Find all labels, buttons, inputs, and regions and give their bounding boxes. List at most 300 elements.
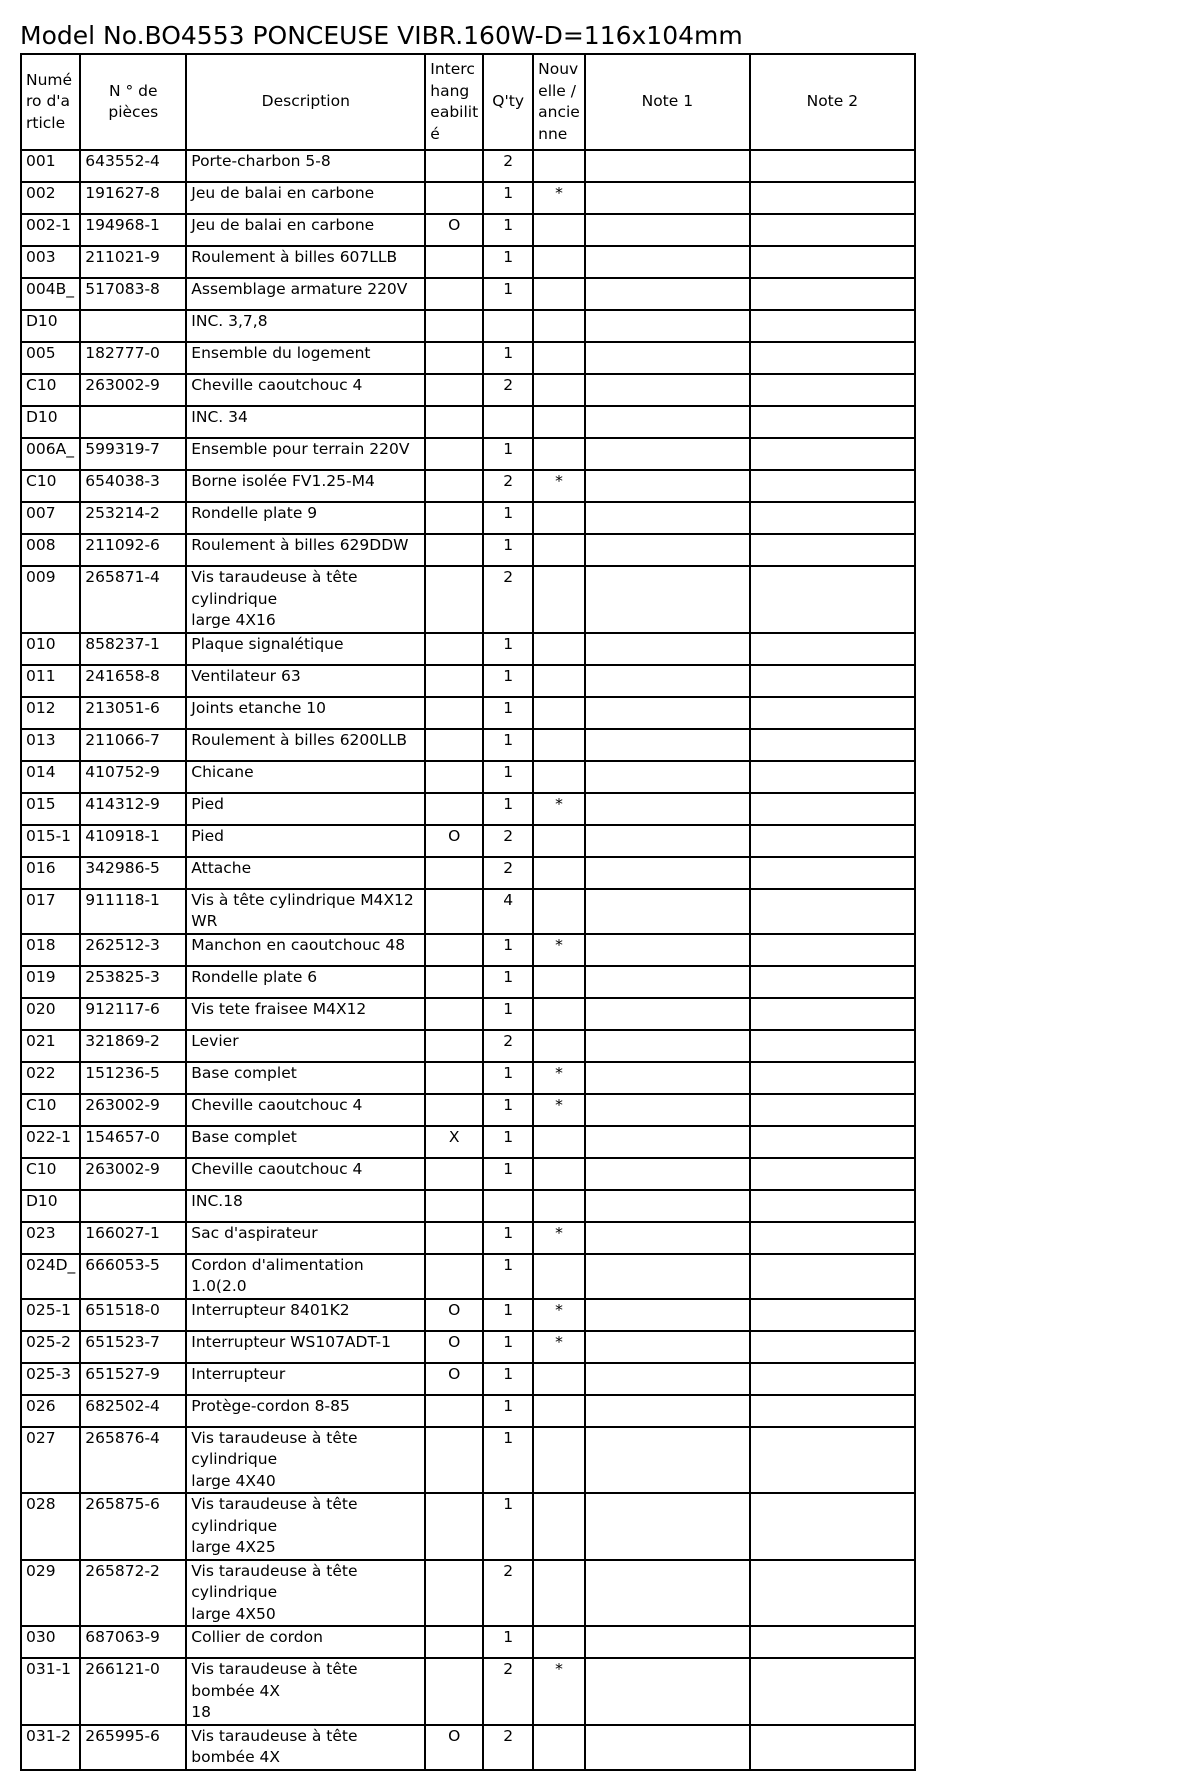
cell-interchangeability: O [425,1331,483,1363]
cell-description: Interrupteur [186,1363,425,1395]
cell-article-number: 022-1 [21,1126,80,1158]
cell-article-number: 004B_ [21,278,80,310]
cell-description: Pied [186,825,425,857]
cell-description: Jeu de balai en carbone [186,182,425,214]
cell-note-1 [585,1030,750,1062]
cell-note-2 [750,214,915,246]
cell-part-number: 191627-8 [80,182,186,214]
cell-new-old [533,1363,585,1395]
cell-part-number: 682502-4 [80,1395,186,1427]
cell-quantity: 1 [483,1493,533,1560]
cell-description: Manchon en caoutchouc 48 [186,934,425,966]
cell-interchangeability [425,1094,483,1126]
cell-new-old [533,246,585,278]
table-row [21,470,915,502]
cell-note-1 [585,793,750,825]
table-row [21,633,915,665]
cell-article-number: 006A_ [21,438,80,470]
cell-note-2 [750,934,915,966]
cell-new-old [533,502,585,534]
cell-interchangeability [425,1427,483,1494]
cell-new-old [533,534,585,566]
cell-interchangeability [425,1158,483,1190]
cell-interchangeability [425,1030,483,1062]
cell-description: Vis taraudeuse à tête bombée 4X 18 [186,1658,425,1725]
cell-part-number: 253214-2 [80,502,186,534]
cell-description: Ventilateur 63 [186,665,425,697]
cell-part-number: 266121-0 [80,1658,186,1725]
table-row [21,246,915,278]
table-row [21,342,915,374]
cell-interchangeability [425,502,483,534]
cell-new-old [533,857,585,889]
cell-quantity: 1 [483,1427,533,1494]
cell-article-number: 030 [21,1626,80,1658]
cell-article-number: 025-2 [21,1331,80,1363]
cell-note-1 [585,697,750,729]
cell-part-number: 253825-3 [80,966,186,998]
table-row [21,1626,915,1658]
cell-note-2 [750,150,915,182]
cell-note-2 [750,857,915,889]
cell-part-number: 263002-9 [80,1094,186,1126]
cell-description: Levier [186,1030,425,1062]
cell-part-number: 858237-1 [80,633,186,665]
cell-part-number: 321869-2 [80,1030,186,1062]
cell-note-1 [585,1658,750,1725]
header-interchangeability: Interc hang eabilit é [425,54,483,150]
table-row [21,1222,915,1254]
cell-note-2 [750,889,915,934]
cell-note-2 [750,310,915,342]
cell-part-number: 211092-6 [80,534,186,566]
cell-description: Ensemble pour terrain 220V [186,438,425,470]
cell-note-1 [585,1222,750,1254]
cell-part-number: 912117-6 [80,998,186,1030]
cell-new-old [533,889,585,934]
cell-description: Attache [186,857,425,889]
cell-part-number: 263002-9 [80,374,186,406]
cell-note-2 [750,1094,915,1126]
cell-description: Vis taraudeuse à tête cylindrique large 4X16 [186,566,425,633]
cell-note-1 [585,825,750,857]
table-row [21,1658,915,1725]
cell-new-old [533,342,585,374]
cell-note-2 [750,342,915,374]
cell-new-old [533,1030,585,1062]
cell-part-number: 599319-7 [80,438,186,470]
cell-new-old [533,1126,585,1158]
parts-table [20,53,916,1771]
cell-description: Sac d'aspirateur [186,1222,425,1254]
cell-quantity: 1 [483,1222,533,1254]
table-row [21,1094,915,1126]
table-row [21,665,915,697]
cell-new-old [533,633,585,665]
cell-note-1 [585,406,750,438]
cell-new-old [533,1254,585,1299]
cell-part-number: 651527-9 [80,1363,186,1395]
cell-new-old: * [533,470,585,502]
cell-new-old [533,278,585,310]
cell-article-number: 015-1 [21,825,80,857]
cell-description: Cheville caoutchouc 4 [186,1158,425,1190]
cell-interchangeability [425,342,483,374]
cell-note-2 [750,1658,915,1725]
cell-article-number: 015 [21,793,80,825]
cell-new-old [533,150,585,182]
cell-note-2 [750,1560,915,1627]
cell-new-old: * [533,1222,585,1254]
cell-note-1 [585,1427,750,1494]
cell-description: Vis taraudeuse à tête cylindrique large 4X25 [186,1493,425,1560]
cell-quantity: 1 [483,793,533,825]
cell-note-2 [750,1626,915,1658]
cell-article-number: 025-3 [21,1363,80,1395]
cell-note-1 [585,665,750,697]
cell-quantity: 1 [483,665,533,697]
cell-interchangeability [425,566,483,633]
cell-note-2 [750,1158,915,1190]
cell-quantity: 2 [483,374,533,406]
cell-new-old [533,374,585,406]
cell-new-old: * [533,1658,585,1725]
cell-part-number: 265995-6 [80,1725,186,1770]
cell-new-old [533,665,585,697]
cell-new-old [533,1190,585,1222]
cell-article-number: 022 [21,1062,80,1094]
cell-interchangeability: X [425,1126,483,1158]
cell-new-old: * [533,1331,585,1363]
cell-article-number: 012 [21,697,80,729]
cell-note-1 [585,246,750,278]
cell-interchangeability [425,1493,483,1560]
cell-note-2 [750,438,915,470]
cell-part-number: 265872-2 [80,1560,186,1627]
cell-part-number: 410918-1 [80,825,186,857]
cell-article-number: 005 [21,342,80,374]
header-part-number: N ° de pièces [80,54,186,150]
cell-article-number: D10 [21,406,80,438]
cell-interchangeability [425,729,483,761]
cell-article-number: 003 [21,246,80,278]
cell-interchangeability [425,150,483,182]
cell-part-number: 911118-1 [80,889,186,934]
cell-description: Roulement à billes 6200LLB [186,729,425,761]
table-row [21,214,915,246]
table-row [21,1062,915,1094]
cell-note-2 [750,761,915,793]
cell-article-number: 009 [21,566,80,633]
cell-article-number: 027 [21,1427,80,1494]
cell-part-number [80,310,186,342]
cell-note-2 [750,246,915,278]
cell-description: Interrupteur 8401K2 [186,1299,425,1331]
table-row [21,278,915,310]
cell-quantity: 1 [483,1094,533,1126]
cell-quantity: 2 [483,1030,533,1062]
cell-quantity: 1 [483,761,533,793]
cell-article-number: D10 [21,310,80,342]
cell-new-old [533,761,585,793]
table-row [21,857,915,889]
cell-quantity: 2 [483,1560,533,1627]
table-row [21,1395,915,1427]
cell-note-1 [585,1062,750,1094]
cell-description: Collier de cordon [186,1626,425,1658]
cell-part-number: 166027-1 [80,1222,186,1254]
cell-new-old [533,697,585,729]
cell-note-1 [585,998,750,1030]
cell-quantity [483,310,533,342]
cell-article-number: 014 [21,761,80,793]
cell-new-old: * [533,1062,585,1094]
cell-quantity [483,406,533,438]
cell-note-2 [750,697,915,729]
cell-description: Roulement à billes 629DDW [186,534,425,566]
table-row [21,793,915,825]
cell-article-number: 007 [21,502,80,534]
table-row [21,1363,915,1395]
cell-quantity [483,1190,533,1222]
cell-note-1 [585,1363,750,1395]
cell-note-1 [585,1626,750,1658]
cell-quantity: 1 [483,1331,533,1363]
cell-note-1 [585,857,750,889]
cell-interchangeability [425,633,483,665]
cell-interchangeability [425,1062,483,1094]
header-note-1: Note 1 [585,54,750,150]
cell-part-number: 414312-9 [80,793,186,825]
cell-quantity: 2 [483,566,533,633]
cell-part-number [80,406,186,438]
cell-new-old [533,966,585,998]
cell-note-1 [585,1725,750,1770]
table-row [21,1331,915,1363]
cell-part-number: 151236-5 [80,1062,186,1094]
cell-description: Base complet [186,1126,425,1158]
cell-quantity: 1 [483,1299,533,1331]
cell-new-old [533,1626,585,1658]
cell-interchangeability [425,374,483,406]
cell-quantity: 2 [483,470,533,502]
table-row [21,998,915,1030]
cell-note-1 [585,889,750,934]
cell-quantity: 1 [483,1254,533,1299]
cell-article-number: 002-1 [21,214,80,246]
cell-part-number: 154657-0 [80,1126,186,1158]
table-row [21,697,915,729]
table-row [21,1560,915,1627]
cell-note-2 [750,502,915,534]
cell-note-2 [750,1030,915,1062]
cell-note-1 [585,633,750,665]
cell-quantity: 2 [483,1725,533,1770]
cell-description: Cheville caoutchouc 4 [186,1094,425,1126]
cell-interchangeability [425,1254,483,1299]
cell-new-old: * [533,182,585,214]
cell-part-number: 265876-4 [80,1427,186,1494]
cell-note-2 [750,182,915,214]
cell-quantity: 1 [483,966,533,998]
cell-article-number: 021 [21,1030,80,1062]
cell-new-old [533,438,585,470]
table-row [21,438,915,470]
table-row [21,1126,915,1158]
cell-note-2 [750,966,915,998]
cell-new-old [533,729,585,761]
cell-new-old [533,1725,585,1770]
cell-note-2 [750,1725,915,1770]
cell-article-number: C10 [21,374,80,406]
cell-article-number: 029 [21,1560,80,1627]
cell-part-number: 666053-5 [80,1254,186,1299]
cell-description: Vis taraudeuse à tête bombée 4X [186,1725,425,1770]
cell-new-old: * [533,934,585,966]
cell-interchangeability [425,934,483,966]
table-row [21,502,915,534]
cell-article-number: 018 [21,934,80,966]
table-row [21,150,915,182]
cell-new-old [533,998,585,1030]
cell-article-number: 008 [21,534,80,566]
cell-note-2 [750,406,915,438]
cell-article-number: 011 [21,665,80,697]
cell-article-number: 016 [21,857,80,889]
cell-interchangeability: O [425,1363,483,1395]
cell-note-2 [750,1331,915,1363]
cell-note-2 [750,1395,915,1427]
table-row [21,1158,915,1190]
cell-description: Vis à tête cylindrique M4X12 WR [186,889,425,934]
cell-quantity: 1 [483,182,533,214]
cell-new-old [533,1560,585,1627]
cell-quantity: 1 [483,1626,533,1658]
cell-quantity: 1 [483,729,533,761]
cell-note-1 [585,1395,750,1427]
cell-interchangeability: O [425,1299,483,1331]
cell-description: Vis taraudeuse à tête cylindrique large 4X40 [186,1427,425,1494]
table-row [21,374,915,406]
cell-description: Vis taraudeuse à tête cylindrique large 4X50 [186,1560,425,1627]
cell-description: Roulement à billes 607LLB [186,246,425,278]
cell-part-number: 213051-6 [80,697,186,729]
cell-note-1 [585,1560,750,1627]
cell-article-number: 028 [21,1493,80,1560]
cell-description: Ensemble du logement [186,342,425,374]
cell-note-2 [750,1254,915,1299]
cell-article-number: 001 [21,150,80,182]
cell-note-2 [750,278,915,310]
cell-note-1 [585,1190,750,1222]
cell-description: Rondelle plate 9 [186,502,425,534]
cell-quantity: 2 [483,825,533,857]
header-article-number: Numé ro d'a rticle [21,54,80,150]
cell-note-1 [585,150,750,182]
cell-note-1 [585,278,750,310]
header-note-2: Note 2 [750,54,915,150]
cell-new-old [533,1158,585,1190]
document-title: Model No.BO4553 PONCEUSE VIBR.160W-D=116x104mm [20,21,743,50]
cell-interchangeability [425,1626,483,1658]
cell-part-number: 265875-6 [80,1493,186,1560]
cell-part-number: 211066-7 [80,729,186,761]
cell-note-1 [585,534,750,566]
cell-quantity: 1 [483,998,533,1030]
cell-interchangeability [425,857,483,889]
cell-part-number: 182777-0 [80,342,186,374]
cell-note-1 [585,182,750,214]
cell-article-number: 013 [21,729,80,761]
table-row [21,1190,915,1222]
table-row [21,729,915,761]
header-new-old: Nouv elle / ancie nne [533,54,585,150]
cell-note-1 [585,374,750,406]
cell-note-2 [750,1126,915,1158]
cell-part-number [80,1190,186,1222]
cell-interchangeability [425,1395,483,1427]
table-row [21,182,915,214]
cell-interchangeability: O [425,214,483,246]
cell-interchangeability [425,1222,483,1254]
cell-note-1 [585,470,750,502]
cell-new-old [533,406,585,438]
cell-interchangeability [425,665,483,697]
cell-part-number: 241658-8 [80,665,186,697]
table-header-row [21,54,915,150]
cell-new-old [533,310,585,342]
cell-interchangeability [425,793,483,825]
table-row [21,1299,915,1331]
cell-note-1 [585,310,750,342]
cell-quantity: 4 [483,889,533,934]
cell-part-number: 262512-3 [80,934,186,966]
cell-quantity: 2 [483,857,533,889]
cell-quantity: 1 [483,633,533,665]
cell-note-1 [585,1254,750,1299]
cell-note-2 [750,998,915,1030]
cell-interchangeability [425,998,483,1030]
cell-note-1 [585,1299,750,1331]
cell-article-number: 026 [21,1395,80,1427]
cell-new-old [533,1395,585,1427]
cell-note-2 [750,534,915,566]
cell-interchangeability [425,1560,483,1627]
cell-article-number: 031-2 [21,1725,80,1770]
cell-part-number: 342986-5 [80,857,186,889]
cell-new-old [533,1493,585,1560]
cell-quantity: 1 [483,1062,533,1094]
table-row [21,1493,915,1560]
cell-note-1 [585,1158,750,1190]
cell-quantity: 1 [483,438,533,470]
cell-new-old: * [533,1094,585,1126]
cell-interchangeability: O [425,825,483,857]
cell-new-old: * [533,793,585,825]
cell-interchangeability [425,278,483,310]
cell-description: Pied [186,793,425,825]
cell-description: Plaque signalétique [186,633,425,665]
table-row [21,825,915,857]
cell-note-2 [750,374,915,406]
table-row [21,761,915,793]
table-row [21,310,915,342]
header-description: Description [186,54,425,150]
cell-note-1 [585,761,750,793]
cell-article-number: 025-1 [21,1299,80,1331]
cell-new-old [533,214,585,246]
cell-new-old [533,566,585,633]
